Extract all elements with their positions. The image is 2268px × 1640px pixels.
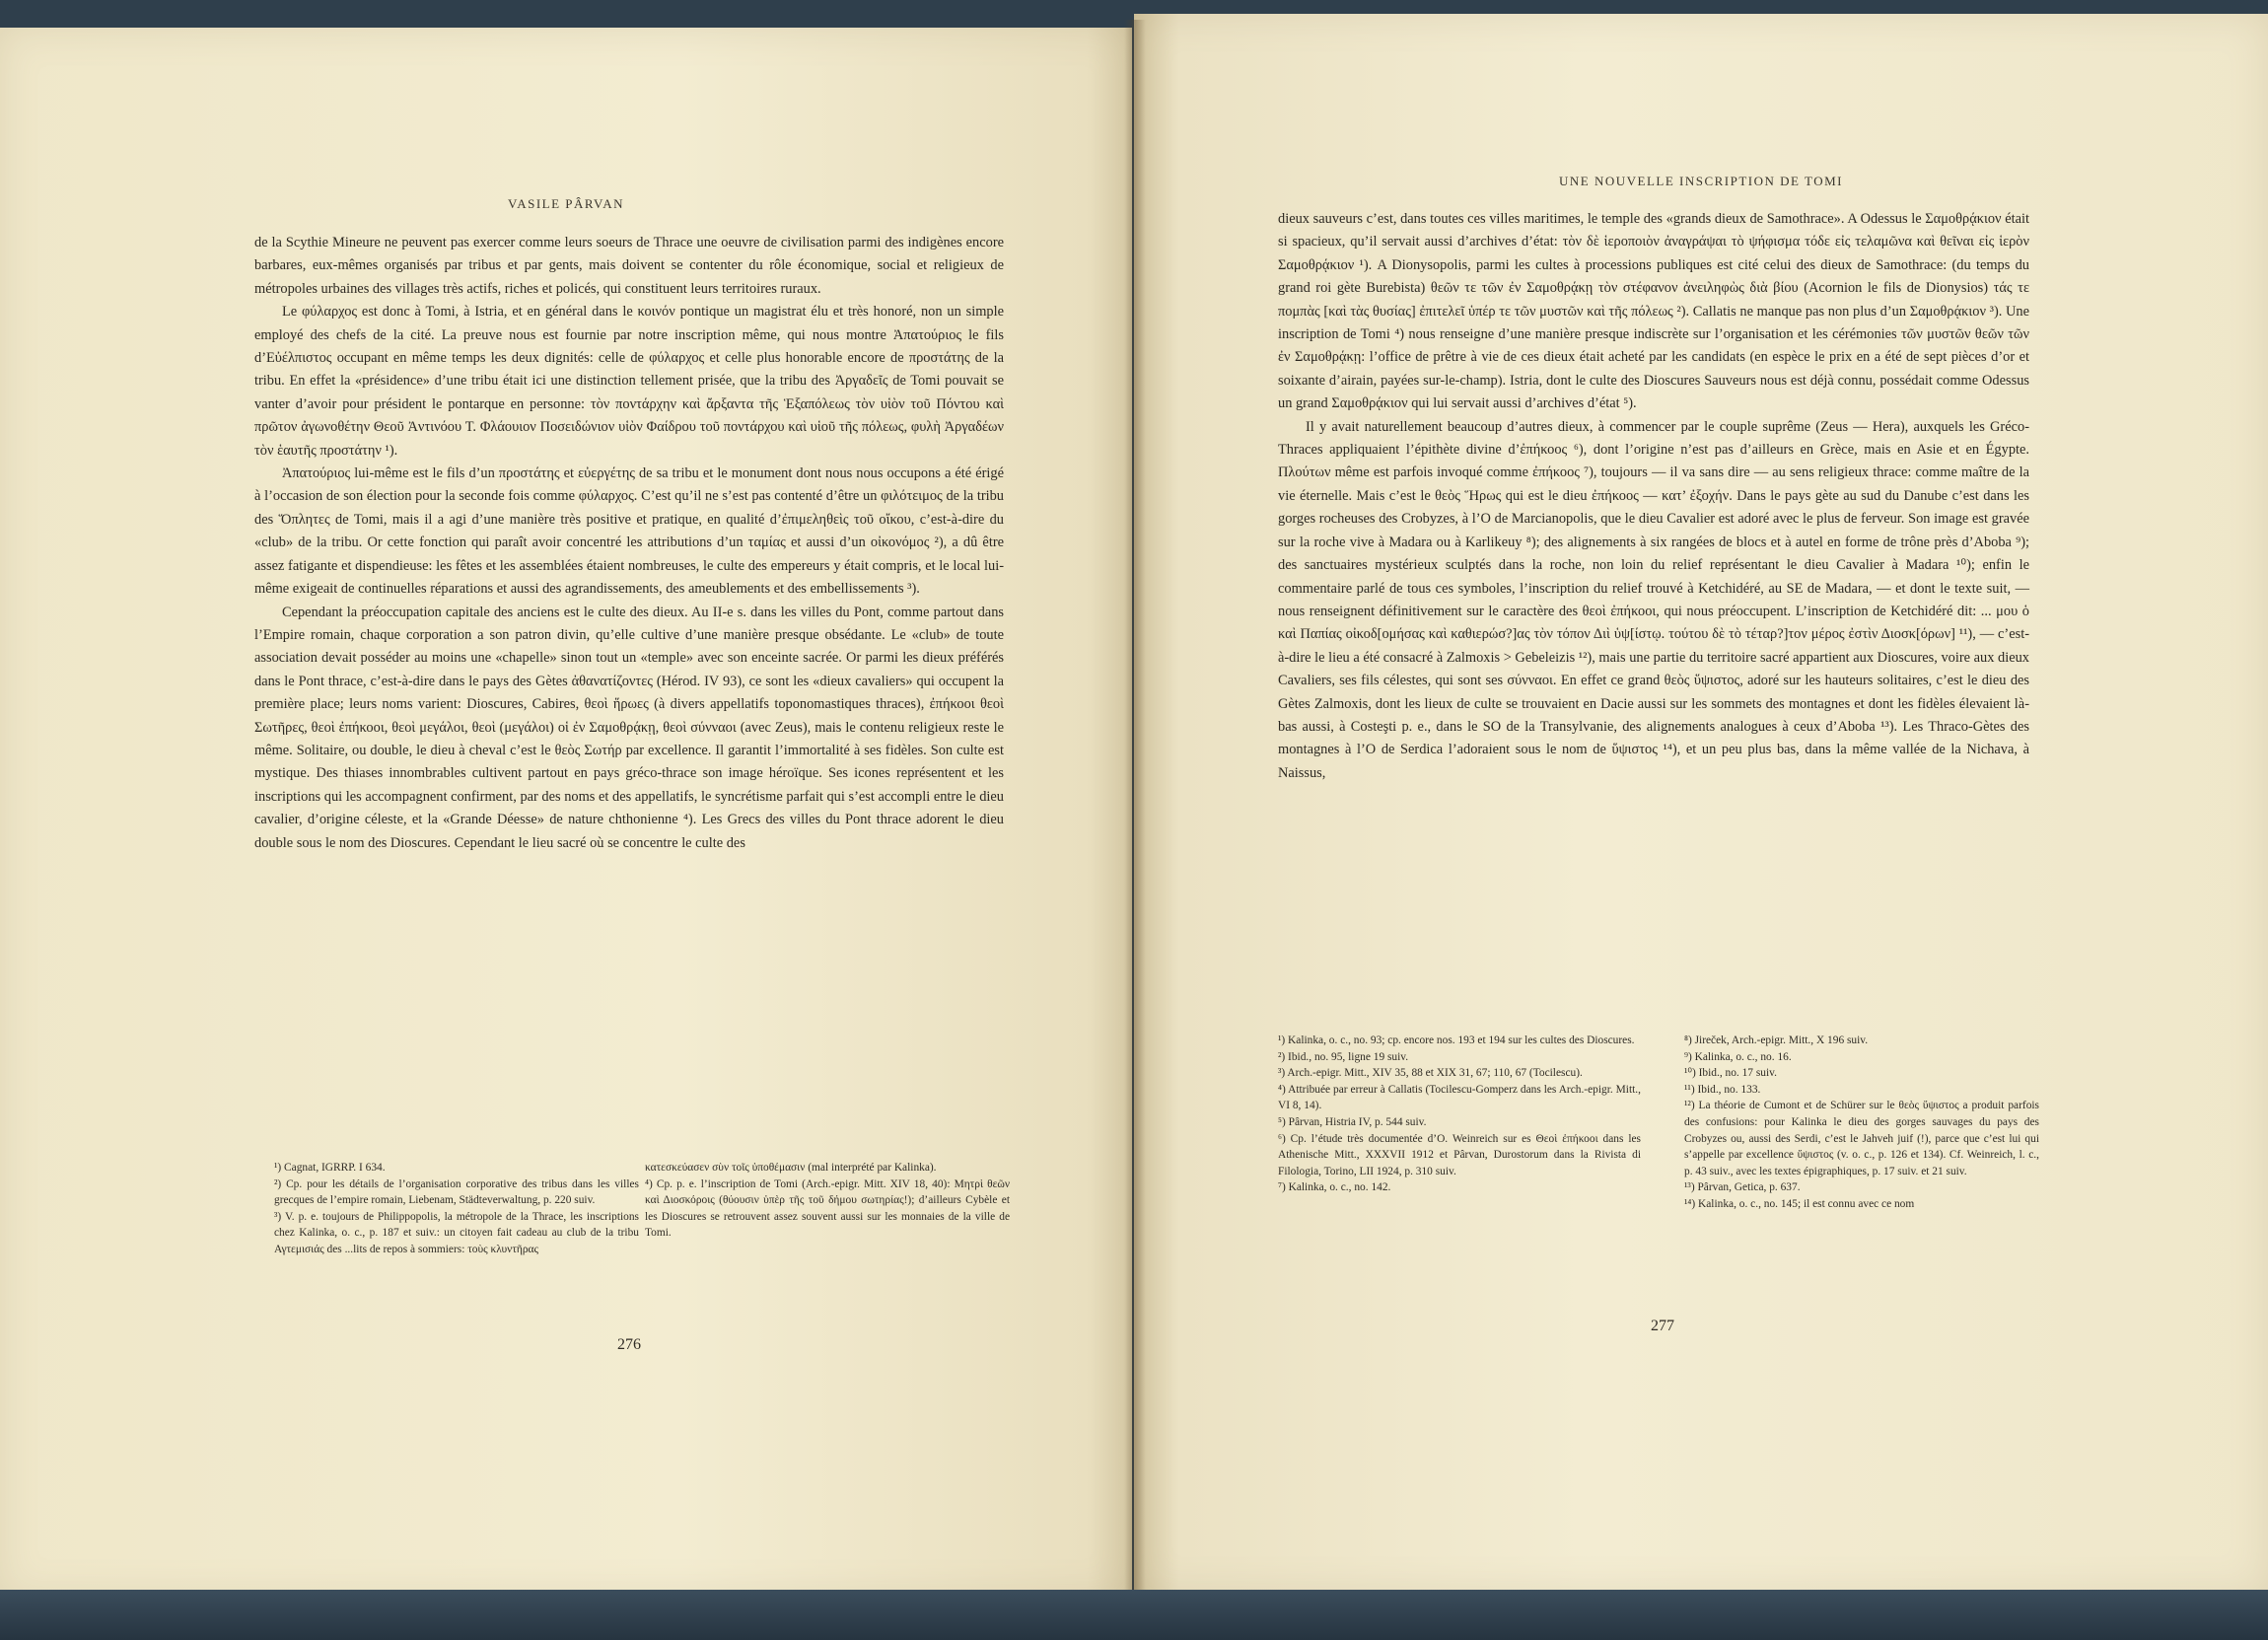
footnotes-column-2 — [645, 1160, 1010, 1242]
page-number: 276 — [617, 1336, 641, 1353]
footnote: ¹⁴) Kalinka, o. c., no. 145; il est connu avec ce nom — [1684, 1197, 1915, 1210]
left-page — [0, 28, 1132, 1598]
footnote: ¹¹) Ibid., no. 133. — [1684, 1083, 1761, 1096]
page-number: 277 — [1651, 1318, 1674, 1334]
footnote: ⁶) Cp. l’étude très documentée d’O. Weinreich sur es Θεοὶ ἐπήκοοι dans les Athenische Mitt., XXXVII 1912 et Pârvan, Durostorum dans la Rivista di Filologia, Torino, LII 1924, p. 310 suiv. — [1278, 1132, 1641, 1177]
footnotes-column-2 — [1684, 1033, 2039, 1213]
running-head: UNE NOUVELLE INSCRIPTION DE TOMI — [1558, 174, 1843, 188]
footnote: ²) Ibid., no. 95, ligne 19 suiv. — [1278, 1050, 1409, 1063]
footnote: ¹) Kalinka, o. c., no. 93; cp. encore nos. 193 et 194 sur les cultes des Dioscures. — [1278, 1034, 1635, 1046]
paragraph: Le φύλαρχος est donc à Tomi, à Istria, et en général dans le κοινόν pontique un magistrat élu et très honoré, non un simple employé des chefs de la cité. La preuve nous est fournie par notre inscription même, qui nous montre Ἀπατούριος le fils d’Εὐέλπιστος occupant en même temps les deux dignités: celle de φύλαρχος et celle plus honorable encore de προστάτης de la tribu. En effet la «présidence» d’une tribu était ici une distinction tellement prisée, que la tribu des Ἀργαδεῖς de Tomi pouvait se vanter d’avoir pour président le pontarque en personne: τὸν ποντάρχην καὶ ἄρξαντα τῆς Ἑξαπόλεως τὸν υἱὸν τοῦ Πόντου καὶ πρῶτον ἀγωνοθέτην Θεοῦ Ἀντινόου Τ. Φλάουιον Ποσειδώνιον υἱὸν Φαίδρου τοῦ ποντάρχου καὶ υἱοῦ τῆς πόλεως, φυλὴ Ἀργαδέων τὸν ἑαυτῆς προστάτην ¹). — [254, 304, 1004, 459]
paragraph: Cependant la préoccupation capitale des anciens est le culte des dieux. Au II-e s. dans les villes du Pont, comme partout dans l’Empire romain, chaque corporation a son patron divin, qu’elle cultive d’une manière presque obsédante. Le «club» de toute association devait posséder au moins une «chapelle» sinon tout un «temple» avec son enceinte sacrée. Or parmi les dieux préférés dans le Pont thrace, c’est-à-dire dans le pays des Gètes ἀθανατίζοντες (Hérod. IV 93), ce sont les «dieux cavaliers» qui occupent la première place; leurs noms varient: Dioscures, Cabires, θεοὶ ἥρωες (à divers appellatifs toponomastiques thraces), ἐπήκοοι θεοὶ Σωτῆρες, θεοὶ ἐπήκοοι, θεοὶ μεγάλοι, θεοὶ (μεγάλοι) οἱ ἐν Σαμοθρᾴκῃ, θεοὶ σύνναοι (avec Zeus), mais le contenu religieux reste le même. Solitaire, ou double, le dieu à cheval c’est le θεὸς Σωτήρ par excellence. Il garantit l’immortalité à ses fidèles. Son culte est mystique. Des thiases innombrables cultivent partout en pays gréco-thrace son image héroïque. Ses icones représentent et les inscriptions qui les accompagnent confirment, par des noms et des appellatifs, le syncrétisme parfait qui s’est accompli entre le dieu cavalier, d’origine céleste, et la «Grande Déesse» de nature chthonienne ⁴). Les Grecs des villes du Pont thrace adorent le dieu double sous le nom des Dioscures. Cependant le lieu sacré où se concentre le culte des — [254, 604, 1004, 851]
running-head: VASILE PÂRVAN — [507, 196, 625, 211]
footnotes-column-1 — [1278, 1033, 1641, 1196]
footnote: ¹⁰) Ibid., no. 17 suiv. — [1684, 1067, 1777, 1080]
footnote: ¹³) Pârvan, Getica, p. 637. — [1684, 1181, 1801, 1194]
paragraph: Ἀπατούριος lui-même est le fils d’un προστάτης et εὐεργέτης de sa tribu et le monument dont nous nous occupons a été érigé à l’occasion de son élection pour la seconde fois comme φύλαρχος. C’est qu’il ne s’est pas contenté d’être un φιλότειμος de la tribu des Ὅπλητες de Tomi, mais il a agi d’une manière très positive et pratique, en qualité d’ἐπιμεληθεὶς τοῦ οἴκου, c’est-à-dire du «club» de la tribu. Or cette fonction qui paraît avoir concentré les attributions d’un ταμίας et aussi d’un οἰκονόμος ²), a dû être assez fatigante et dispendieuse: les fêtes et les assemblées étaient nombreuses, le culte des empereurs y était compris, et le local lui-même exigeait de continuelles réparations et aussi des agrandissements, des ameublements et des embellissements ³). — [254, 465, 1004, 598]
paragraph: Il y avait naturellement beaucoup d’autres dieux, à commencer par le couple suprême (Zeus — Hera), auxquels les Gréco-Thraces appliquaient l’épithète divine d’ἐπήκοος ⁶), dont l’origine n’est pas d’ailleurs en Grèce, mais en Asie et en Égypte. Πλούτων même est parfois invoqué comme ἐπήκοος ⁷), toujours — il va sans dire — au sens religieux thrace: comme maître de la vie éternelle. Mais c’est le θεὸς Ἥρως qui est le dieu ἐπήκοος — κατ’ ἐξοχήν. Dans le pays gète au sud du Danube c’est dans les gorges rocheuses des Crobyzes, à l’O de Marcianopolis, que le dieu Cavalier est adoré avec le plus de ferveur. Son image est gravée sur la roche vive à Madara ou à Karlikeuy ⁸); des alignements à six rangées de blocs et à autel en forme de trône près d’Aboba ⁹); des sanctuaires mystérieux sculptés dans la roche, non loin du relief représentant le dieu Cavalier à Madara ¹⁰); enfin le commentaire parlé de tous ces symboles, l’inscription du relief trouvé à Ketchidéré, au SE de Madara, — et dont le texte suit, — nous renseignent définitivement sur le caractère des θεοὶ ἐπήκοοι, qui nous préoccupent. L’inscription de Ketchidéré dit: ... μου ὁ καὶ Παπίας οἰκοδ[ομήσας καὶ καθιερώσ?]ας τὸν τόπον Διὶ ὑψ[ίστῳ. τούτου δὲ τὸ τέταρ?]τον μέρος ἐστὶν Διοσκ[όρων] ¹¹), — c’est-à-dire le lieu a été consacré à Zalmoxis > Gebeleizis ¹²), mais une partie du territoire sacré appartient aux Dioscures, voire aux dieux Cavaliers, ses fils célestes, qui sont ses σύνναοι. En effet ce grand θεὸς ὕψιστος, adoré sur les hauteurs solitaires, c’est le dieu des Gètes Zalmoxis, dont les lieux de culte se trouvaient en Dacie aussi sur les sommets des montagnes et dont les fidèles élevaient là-bas aussi, à Costeşti p. e., dans le SO de la Transylvanie, des alignements analogues à ceux d’Aboba ¹³). Les Thraco-Gètes des montagnes à l’O de Serdica l’adoraient sous le nom de ὕψιστος ¹⁴), et un peu plus bas, dans la même vallée de la Nichava, à Naissus, — [1278, 418, 2029, 781]
footnote: ⁵) Pârvan, Histria IV, p. 544 suiv. — [1278, 1115, 1427, 1128]
footnote: ⁹) Kalinka, o. c., no. 16. — [1684, 1050, 1792, 1063]
footnote: ⁷) Kalinka, o. c., no. 142. — [1278, 1181, 1391, 1194]
footnote: ⁴) Cp. p. e. l’inscription de Tomi (Arch.-epigr. Mitt. XIV 18, 40): Μητρὶ θεῶν καὶ Διοσκόροις (θύουσιν ὑπὲρ τῆς τοῦ δήμου σωτηρίας!); d’ailleurs Cybèle et les Dioscures se retrouvent assez souvent aussi sur les monnaies de la ville de Tomi. — [645, 1177, 1010, 1240]
body-text — [254, 232, 1004, 855]
footnote: ³) Arch.-epigr. Mitt., XIV 35, 88 et XIX 31, 67; 110, 67 (Tocilescu). — [1278, 1067, 1583, 1080]
body-text — [1278, 208, 2029, 785]
footnote: ³) V. p. e. toujours de Philippopolis, la métropole de la Thrace, les inscriptions chez Kalinka, o. c., p. 187 et suiv.: un citoyen fait cadeau au club de la tribu Αγτεμισιάς des ...lits de repos à sommiers: τοὺς κλυντῆρας — [274, 1210, 639, 1255]
book-cover-edge — [0, 1590, 2268, 1640]
right-page — [1134, 14, 2268, 1595]
footnote: ¹²) La théorie de Cumont et de Schürer sur le θεὸς ὕψιστος a produit parfois des confusions: pour Kalinka le dieu des gorges sauvages du pays des Crobyzes ou, aussi des Serdi, c’est le Jahveh juif (!), parce que c’est lui qui s’appelle par excellence ὕψιστος (v. o. c., p. 126 et 134). Cf. Weinreich, l. c., p. 43 suiv., avec les textes épigraphiques, p. 17 suiv. et 21 suiv. — [1684, 1100, 2039, 1177]
footnote: ⁴) Attribuée par erreur à Callatis (Tocilescu-Gomperz dans les Arch.-epigr. Mitt., VI 8, 14). — [1278, 1083, 1641, 1112]
book-spine-shadow — [1124, 20, 1146, 1598]
footnote: ¹) Cagnat, IGRRP. I 634. — [274, 1162, 386, 1174]
paragraph: dieux sauveurs c’est, dans toutes ces villes maritimes, le temple des «grands dieux de Samothrace». A Odessus le Σαμοθρᾴκιον était si spacieux, qu’il servait aussi d’archives d’état: τὸν δὲ ἱεροποιὸν ἀναγράψαι τὸ ψήφισμα τόδε εἰς τελαμῶνα καὶ θεῖναι εἰς ἱερὸν Σαμοθρᾴκιον ¹). A Dionysopolis, parmi les cultes à processions publiques est cité celui des dieux de Samothrace: (du temps du grand roi gète Burebista) θεῶν τε τῶν ἐν Σαμοθρᾴκῃ τὸν στέφανον ἀνειληφὼς διὰ βίου (Acornion le fils de Dionysios) τάς τε πομπὰς [καὶ τὰς θυσίας] ἐπιτελεῖ ὑπέρ τε τῶν μυστῶν καὶ τῆς πόλεως ²). Callatis ne manque pas non plus d’un Σαμοθρᾴκιον ³). Une inscription de Tomi ⁴) nous renseigne d’une manière presque indiscrète sur l’organisation et les cérémonies τῶν μυστῶν θεῶν τῶν ἐν Σαμοθρᾴκῃ: l’office de prêtre à vie de ces dieux était acheté par les candidats (en espèce le prix en a été de sept pièces d’or et soixante d’airain, payées sur-le-champ). Istria, dont le culte des Dioscures Sauveurs nous est déjà connu, possédait comme Odessus un grand Σαμοθρᾴκιον qui lui servait aussi d’archives d’état ⁵). — [1278, 211, 2029, 412]
footnote: ⁸) Jireček, Arch.-epigr. Mitt., X 196 suiv. — [1684, 1034, 1869, 1046]
footnotes-column-1 — [274, 1160, 639, 1258]
paragraph: de la Scythie Mineure ne peuvent pas exercer comme leurs soeurs de Thrace une oeuvre de civilisation parmi des indigènes encore barbares, eux-mêmes organisés par tribus et par gents, mais doivent se contenter du rôle économique, social et religieux de métropoles urbaines des villages très actifs, riches et policés, qui constituent leurs territoires ruraux. — [254, 235, 1004, 297]
footnote: κατεσκεύασεν σὺν τοῖς ὑποθέμασιν (mal interprété par Kalinka). — [645, 1162, 937, 1174]
footnote: ²) Cp. pour les détails de l’organisation corporative des tribus dans les villes grecques de l’empire romain, Liebenam, Städteverwaltung, p. 220 suiv. — [274, 1177, 639, 1207]
